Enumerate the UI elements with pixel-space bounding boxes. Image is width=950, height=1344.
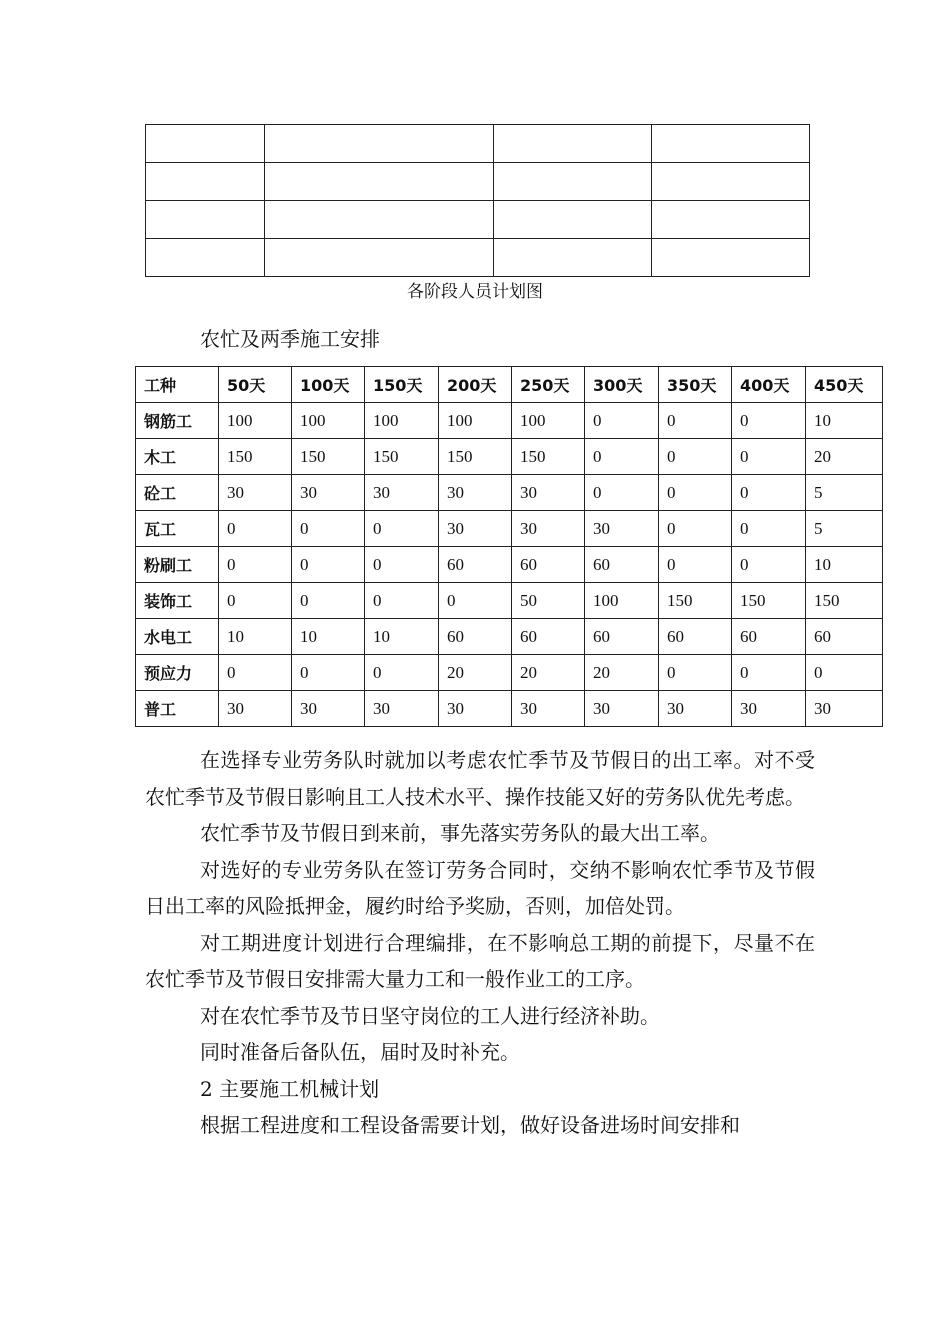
table-row — [146, 201, 810, 239]
table-cell: 0 — [732, 403, 806, 439]
table-cell — [652, 201, 810, 239]
table-cell: 0 — [219, 511, 292, 547]
table-cell: 150 — [439, 439, 512, 475]
table-header-row — [136, 367, 883, 403]
table-row — [146, 163, 810, 201]
table-cell: 5 — [806, 511, 883, 547]
column-header: 200天 — [439, 367, 512, 403]
table-cell: 10 — [365, 619, 439, 655]
table-cell — [494, 125, 652, 163]
paragraph: 对选好的专业劳务队在签订劳务合同时，交纳不影响农忙季节及节假日出工率的风险抵押金，履约时给予奖励，否则，加倍处罚。 — [145, 857, 815, 918]
table-cell: 30 — [659, 691, 732, 727]
trade-label: 瓦工 — [136, 511, 219, 547]
table-cell: 5 — [806, 475, 883, 511]
table-caption: 各阶段人员计划图 — [407, 282, 543, 302]
table-row — [146, 125, 810, 163]
table-cell: 60 — [732, 619, 806, 655]
table-cell: 100 — [219, 403, 292, 439]
table-cell: 0 — [585, 475, 659, 511]
table-cell: 10 — [292, 619, 365, 655]
table-cell — [652, 163, 810, 201]
subsection-heading: 2 主要施工机械计划 — [200, 1076, 380, 1101]
table-cell: 30 — [732, 691, 806, 727]
table-cell: 30 — [439, 511, 512, 547]
table-cell: 0 — [439, 583, 512, 619]
table-cell: 0 — [365, 583, 439, 619]
column-header: 400天 — [732, 367, 806, 403]
table-cell: 0 — [732, 655, 806, 691]
table-cell: 30 — [219, 475, 292, 511]
table-cell: 30 — [512, 475, 585, 511]
table-cell: 30 — [219, 691, 292, 727]
table-cell: 0 — [585, 439, 659, 475]
table-cell: 10 — [806, 547, 883, 583]
paragraph: 同时准备后备队伍，届时及时补充。 — [200, 1040, 520, 1064]
table-row — [136, 475, 883, 511]
table-cell: 20 — [806, 439, 883, 475]
table-cell: 0 — [585, 403, 659, 439]
table-cell: 0 — [659, 403, 732, 439]
table-cell: 0 — [806, 655, 883, 691]
column-header: 50天 — [219, 367, 292, 403]
trade-label: 普工 — [136, 691, 219, 727]
table-cell: 50 — [512, 583, 585, 619]
table-row — [136, 403, 883, 439]
table-cell: 100 — [365, 403, 439, 439]
table-cell: 0 — [219, 655, 292, 691]
table-cell: 0 — [732, 547, 806, 583]
table-cell: 150 — [219, 439, 292, 475]
personnel-plan-table — [145, 124, 810, 277]
table-cell: 60 — [585, 547, 659, 583]
paragraph: 根据工程进度和工程设备需要计划，做好设备进场时间安排和 — [200, 1113, 740, 1137]
table-cell: 0 — [659, 439, 732, 475]
column-header: 350天 — [659, 367, 732, 403]
table-cell — [652, 239, 810, 277]
table-cell — [265, 125, 494, 163]
table-cell — [146, 125, 265, 163]
column-header: 300天 — [585, 367, 659, 403]
table-cell: 30 — [439, 691, 512, 727]
table-cell: 60 — [512, 547, 585, 583]
table-row — [136, 691, 883, 727]
table-row — [136, 619, 883, 655]
table-cell: 30 — [365, 475, 439, 511]
table-cell: 60 — [439, 619, 512, 655]
table-cell — [494, 201, 652, 239]
table-cell: 10 — [219, 619, 292, 655]
table-cell: 0 — [732, 511, 806, 547]
labor-table-body — [136, 403, 883, 727]
table-cell: 30 — [512, 511, 585, 547]
table-row — [136, 583, 883, 619]
table-cell — [146, 239, 265, 277]
table-cell: 30 — [585, 511, 659, 547]
table-cell: 150 — [365, 439, 439, 475]
table-cell: 0 — [659, 475, 732, 511]
table-cell — [265, 163, 494, 201]
table-cell: 20 — [585, 655, 659, 691]
table-cell: 100 — [512, 403, 585, 439]
table-cell: 0 — [365, 655, 439, 691]
table-cell: 60 — [806, 619, 883, 655]
paragraph: 在选择专业劳务队时就加以考虑农忙季节及节假日的出工率。对不受农忙季节及节假日影响且工人技术水平、操作技能又好的劳务队优先考虑。 — [145, 748, 815, 809]
table-cell: 60 — [512, 619, 585, 655]
trade-label: 木工 — [136, 439, 219, 475]
column-header: 工种 — [136, 367, 219, 403]
table-row — [136, 511, 883, 547]
trade-label: 砼工 — [136, 475, 219, 511]
labor-schedule-table — [135, 366, 883, 727]
table-cell: 30 — [806, 691, 883, 727]
table-cell: 0 — [292, 655, 365, 691]
table-cell: 30 — [365, 691, 439, 727]
table-cell: 30 — [439, 475, 512, 511]
table-cell: 100 — [439, 403, 512, 439]
paragraph: 农忙季节及节假日到来前，事先落实劳务队的最大出工率。 — [200, 821, 720, 845]
table-row — [146, 239, 810, 277]
table-cell — [265, 239, 494, 277]
table-cell: 0 — [365, 547, 439, 583]
table-cell — [652, 125, 810, 163]
trade-label: 粉刷工 — [136, 547, 219, 583]
table-cell: 0 — [659, 547, 732, 583]
trade-label: 钢筋工 — [136, 403, 219, 439]
table-cell: 30 — [512, 691, 585, 727]
section-heading: 农忙及两季施工安排 — [200, 327, 380, 351]
column-header: 100天 — [292, 367, 365, 403]
table-cell: 20 — [512, 655, 585, 691]
column-header: 450天 — [806, 367, 883, 403]
table-cell: 60 — [585, 619, 659, 655]
table-cell: 0 — [659, 655, 732, 691]
trade-label: 装饰工 — [136, 583, 219, 619]
table-cell: 0 — [292, 511, 365, 547]
column-header: 250天 — [512, 367, 585, 403]
table-row — [136, 547, 883, 583]
table-cell: 0 — [219, 583, 292, 619]
table-row — [136, 439, 883, 475]
table-cell: 20 — [439, 655, 512, 691]
table-cell — [494, 163, 652, 201]
table-cell: 100 — [585, 583, 659, 619]
table-cell — [265, 201, 494, 239]
trade-label: 预应力 — [136, 655, 219, 691]
table-cell — [146, 201, 265, 239]
table-cell: 30 — [585, 691, 659, 727]
body-text — [145, 742, 815, 1144]
table-cell: 150 — [732, 583, 806, 619]
table-cell: 0 — [365, 511, 439, 547]
table-cell: 60 — [439, 547, 512, 583]
table-cell — [146, 163, 265, 201]
table-cell — [494, 239, 652, 277]
paragraph: 对工期进度计划进行合理编排，在不影响总工期的前提下，尽量不在农忙季节及节假日安排需大量力工和一般作业工的工序。 — [145, 930, 815, 991]
column-header: 150天 — [365, 367, 439, 403]
table-cell: 60 — [659, 619, 732, 655]
table-cell: 30 — [292, 691, 365, 727]
table-cell: 150 — [512, 439, 585, 475]
paragraph: 对在农忙季节及节日坚守岗位的工人进行经济补助。 — [200, 1003, 660, 1028]
table-cell: 150 — [292, 439, 365, 475]
table-row — [136, 655, 883, 691]
table-cell: 30 — [292, 475, 365, 511]
table-cell: 150 — [806, 583, 883, 619]
table-cell: 0 — [292, 547, 365, 583]
table-cell: 10 — [806, 403, 883, 439]
table-cell: 0 — [219, 547, 292, 583]
trade-label: 水电工 — [136, 619, 219, 655]
table-cell: 0 — [292, 583, 365, 619]
table-cell: 150 — [659, 583, 732, 619]
table-cell: 0 — [659, 511, 732, 547]
table-cell: 0 — [732, 439, 806, 475]
table-cell: 0 — [732, 475, 806, 511]
table-cell: 100 — [292, 403, 365, 439]
